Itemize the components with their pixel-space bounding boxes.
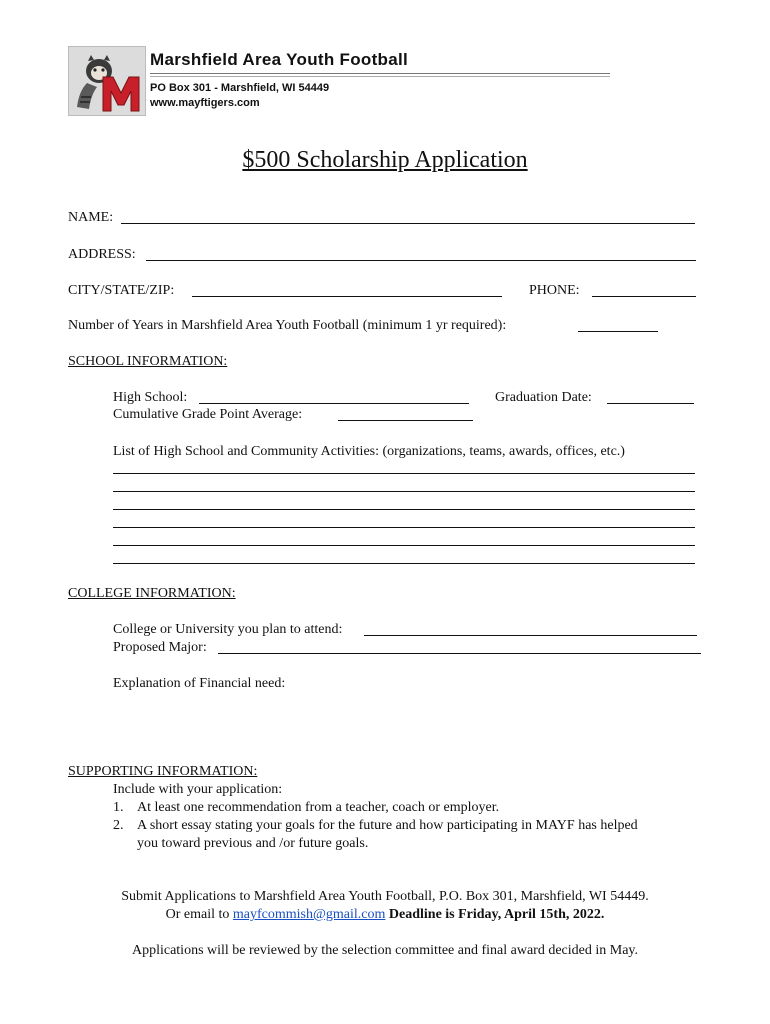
- header-rule-2: [150, 76, 610, 77]
- tiger-logo: [68, 46, 146, 116]
- college-field[interactable]: [364, 635, 697, 636]
- activities-line-5[interactable]: [113, 545, 695, 546]
- high-school-field[interactable]: [199, 403, 469, 404]
- activities-line-4[interactable]: [113, 527, 695, 528]
- college-label: College or University you plan to attend:: [113, 622, 343, 637]
- list-item-continued: you toward previous and /or future goals.: [137, 836, 369, 851]
- tiger-logo-icon: [69, 47, 145, 115]
- list-item-number: 2.: [113, 818, 124, 833]
- review-note: Applications will be reviewed by the selection committee and final award decided in May.: [131, 943, 639, 958]
- financial-label: Explanation of Financial need:: [113, 676, 286, 691]
- supporting-heading: SUPPORTING INFORMATION:: [68, 764, 258, 779]
- org-name: Marshfield Area Youth Football: [150, 50, 409, 69]
- phone-field[interactable]: [592, 296, 696, 297]
- city-field[interactable]: [192, 296, 502, 297]
- list-item: A short essay stating your goals for the future and how participating in MAYF has helped: [137, 818, 638, 833]
- major-label: Proposed Major:: [113, 640, 207, 655]
- financial-need-field[interactable]: [113, 694, 697, 752]
- graduation-label: Graduation Date:: [495, 390, 592, 405]
- activities-label: List of High School and Community Activities: (organizations, teams, awards, offices, etc.): [113, 444, 625, 459]
- submit-instructions: Submit Applications to Marshfield Area Youth Football, P.O. Box 301, Marshfield, WI 54449.: [121, 889, 649, 904]
- org-address: PO Box 301 - Marshfield, WI 54449: [150, 82, 330, 94]
- activities-line-1[interactable]: [113, 473, 695, 474]
- email-link[interactable]: mayfcommish@gmail.com: [232, 907, 386, 922]
- supporting-intro: Include with your application:: [113, 782, 283, 797]
- name-field[interactable]: [121, 223, 695, 224]
- name-label: NAME:: [68, 210, 114, 225]
- city-label: CITY/STATE/ZIP:: [68, 283, 175, 298]
- gpa-field[interactable]: [338, 420, 473, 421]
- header-rule: [150, 73, 610, 74]
- activities-line-3[interactable]: [113, 509, 695, 510]
- activities-line-6[interactable]: [113, 563, 695, 564]
- address-field[interactable]: [146, 260, 696, 261]
- address-label: ADDRESS:: [68, 247, 136, 262]
- email-deadline-line: [0, 907, 770, 923]
- school-heading: SCHOOL INFORMATION:: [68, 354, 228, 369]
- gpa-label: Cumulative Grade Point Average:: [113, 407, 303, 422]
- college-heading: COLLEGE INFORMATION:: [68, 586, 236, 601]
- years-label: Number of Years in Marshfield Area Youth Football (minimum 1 yr required):: [68, 318, 507, 333]
- major-field[interactable]: [218, 653, 701, 654]
- deadline-text: Deadline is Friday, April 15th, 2022.: [385, 907, 605, 922]
- graduation-field[interactable]: [607, 403, 694, 404]
- activities-line-2[interactable]: [113, 491, 695, 492]
- phone-label: PHONE:: [529, 283, 580, 298]
- list-item: At least one recommendation from a teacher, coach or employer.: [137, 800, 500, 815]
- years-field[interactable]: [578, 331, 658, 332]
- high-school-label: High School:: [113, 390, 188, 405]
- org-website: www.mayftigers.com: [150, 97, 260, 109]
- list-item-number: 1.: [113, 800, 124, 815]
- email-prefix: Or email to: [165, 907, 233, 922]
- page-title: $500 Scholarship Application: [242, 147, 528, 173]
